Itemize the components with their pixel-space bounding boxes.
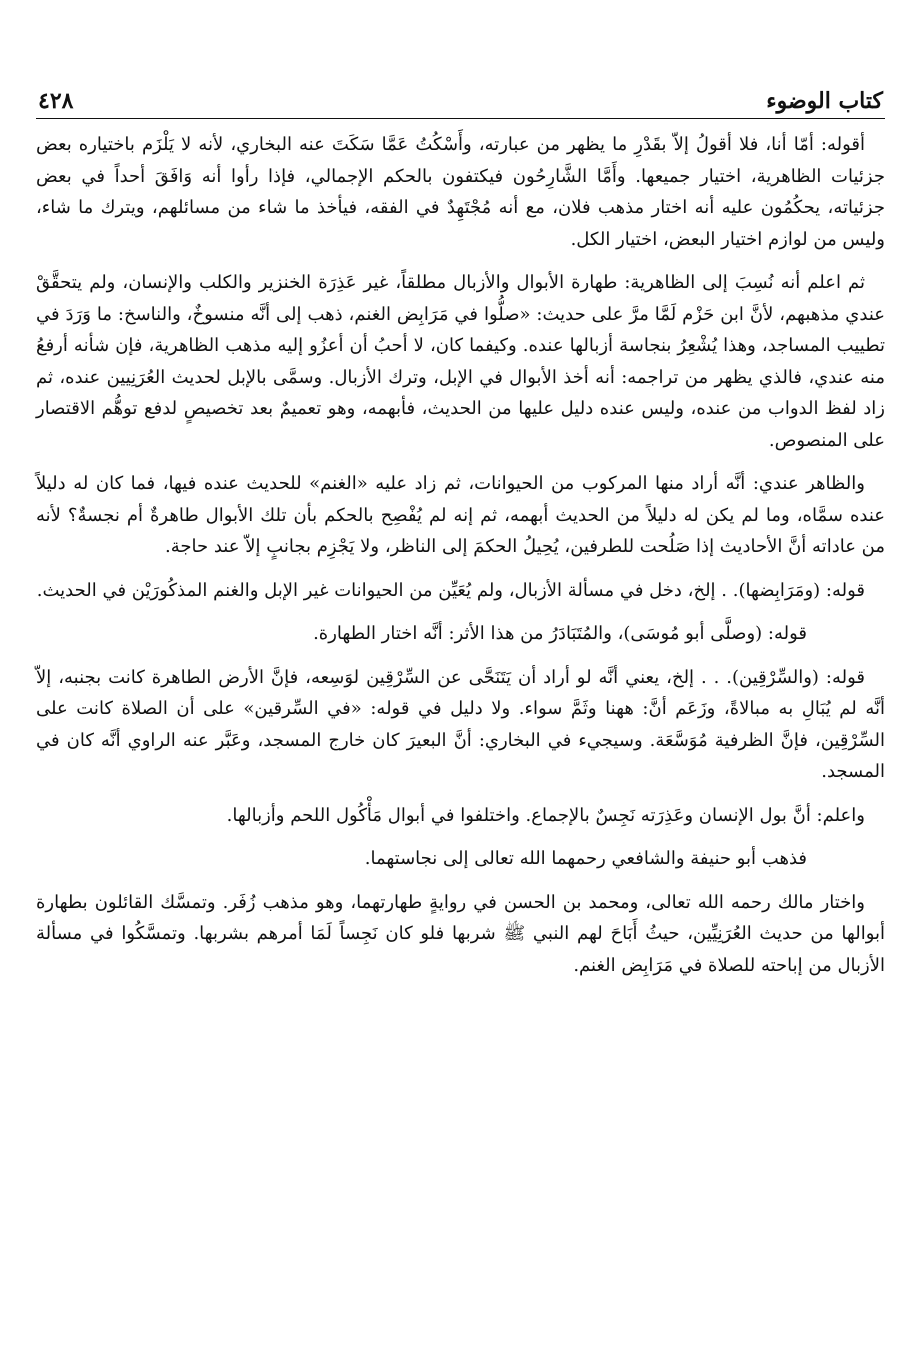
paragraph-6: قوله: (والسِّرْقِين). . . إلخ، يعني أنَّه لو أراد أن يَتَنَحَّى عن السِّرْقِين لوَسِعه، فإنَّ الأرض الطاهرة كانت بجنبه، إلاّ أنَّه لم يُبَالِ به مبالاةً، وزَعَم أنَّ: ههنا وثَمَّ سواء. ولا دليل في قوله: «في السِّرقين» على أن الصلاة كانت على السِّرْقِين، فإنَّ الظرفية مُوَسَّعَة. وسيجيء في البخاري: أنَّ البعيرَ كان خارج المسجد، وعَبَّر عنه الراوي أنَّه كان في المسجد. (36, 666, 885, 782)
page-number: ٤٢٨ (38, 88, 74, 114)
book-page (36, 74, 885, 993)
paragraph-4: قوله: (ومَرَابِضها). . إلخ، دخل في مسألة الأزبال، ولم يُعَيِّن من الحيوانات غير الإبل والغنم المذكُورَيْن في الحديث. (36, 579, 865, 601)
paragraph-5: قوله: (وصلَّى أبو مُوسَى)، والمُتَبَادَرُ من هذا الأثر: أنَّه اختار الطهارة. (313, 623, 807, 644)
page-header (36, 74, 885, 119)
running-title: كتاب الوضوء (766, 88, 883, 114)
paragraph-2: ثم اعلم أنه نُسِبَ إلى الظاهرية: طهارة الأبوال والأزبال مطلقاً، غير عَذِرَة الخنزير والكلب والإنسان، ولم يتحقَّقْ عندي مذهبهم، لأنَّ ابن حَزْم لَمَّا مرَّ على حديث: «صلُّوا في مَرَابِض الغنم، ذهب إلى أنَّه منسوخٌ، والناسخ: ما وَرَدَ في تطييب المساجد، وهذا يُشْعِرُ بنجاسة أزبالها عنده. وكيفما كان، لا أحبُ أن أعزُو إليه مذهب الظاهرية، فإن شأنه أرفعُ منه عندي، فالذي يظهر من تراجمه: أنه أخذ الأبوال في الإبل، وترك الأزبال. وسمَّى بالإبل لحديث العُرَنِيين عنده، ثم زاد لفظ الدواب من عنده، وليس عنده دليل عليها من الحديث، فأبهمه، وهو تعميمٌ بعد تخصيصٍ لدفع توهُّم الاقتصار على المنصوص. (36, 272, 885, 451)
paragraph-9: واختار مالك رحمه الله تعالى، ومحمد بن الحسن في روايةٍ طهارتهما، وهو مذهب زُفَر. وتمسَّك القائلون بطهارة أبوالها من حديث العُرَنِيِّين، حيثُ أَبَاحَ لهم النبي ﷺ شربها فلو كان نَجِساً لَمَا أمرهم بشربها. وتمسَّكُوا في مسألة الأزبال من إباحته للصلاة في مَرَابِض الغنم. (36, 891, 885, 976)
page-body (36, 129, 885, 981)
paragraph-8: فذهب أبو حنيفة والشافعي رحمهما الله تعالى إلى نجاستهما. (364, 848, 807, 869)
paragraph-3: والظاهر عندي: أنَّه أراد منها المركوب من الحيوانات، ثم زاد عليه «الغنم» للحديث عنده فيها، فما كان له دليلاً عنده سمَّاه، وما لم يكن له دليلاً من الحديث أبهمه، ثم إنه لم يُفْصِح بالحكم بأن تلك الأبوال طاهرةٌ أم نجسةٌ؟ لأنه من عاداته أنَّ الأحاديث إذا صَلُحت للطرفين، يُحِيلُ الحكمَ إلى الناظر، ولا يَجْزِم بجانبٍ إلاّ عند حاجة. (36, 473, 885, 557)
paragraph-1: أقوله: أمّا أنا، فلا أقولُ إلاّ بقَدْرِ ما يظهر من عبارته، وأَسْكُتُ عَمَّا سَكَتَ عنه البخاري، لأنه لا يَلْزَم باختياره بعض جزئيات الظاهرية، اختيار جميعها. وأَمَّا الشَّارِحُون فيكتفون بالحكم الإجمالي، فإذا رأوا أنه وَافَقَ أحداً في بعض جزئياته، يحكُمُون عليه أنه اختار مذهب فلان، مع أنه مُجْتَهِدٌ في الفقه، فيأخذ ما شاء من مسائلهم، ويترك ما شاء، وليس من لوازم اختيار البعض، اختيار الكل. (36, 134, 885, 250)
paragraph-7: واعلم: أنَّ بول الإنسان وعَذِرَته نَجِسٌ بالإجماع. واختلفوا في أبوال مَأْكُول اللحم وأزبالها. (226, 804, 865, 826)
